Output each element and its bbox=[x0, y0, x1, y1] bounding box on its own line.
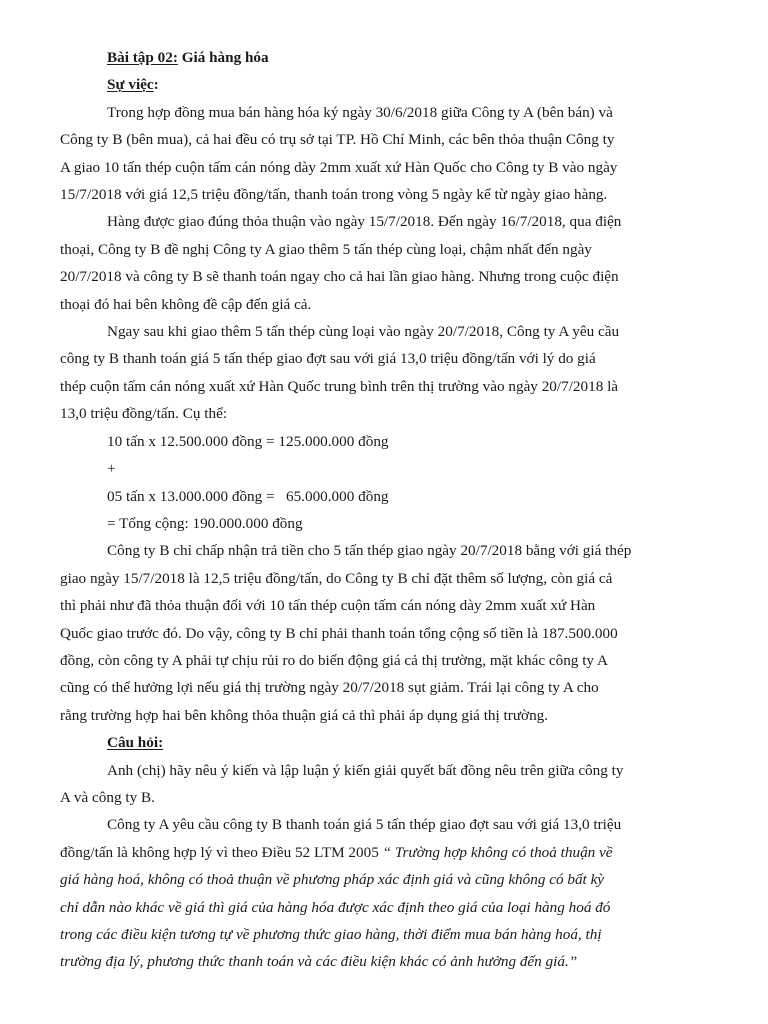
quote-line: chỉ dẫn nào khác về giá thì giá của hàng hóa được xác định theo giá của loại hàng hoá đó bbox=[60, 898, 611, 916]
question-text bbox=[60, 757, 692, 812]
calculation-plus-sign: + bbox=[107, 460, 116, 478]
paragraph-line: công ty B thanh toán giá 5 tấn thép giao đợt sau với giá 13,0 triệu đồng/tấn với lý do giá bbox=[60, 350, 596, 368]
calculation-line-2: 05 tấn x 13.000.000 đồng = 65.000.000 đồng bbox=[107, 487, 389, 505]
calculation-block bbox=[107, 428, 692, 538]
paragraph-line: Công ty B (bên mua), cả hai đều có trụ sở tại TP. Hồ Chí Minh, các bên thỏa thuận Công ty bbox=[60, 131, 615, 149]
paragraph-line: giao ngày 15/7/2018 là 12,5 triệu đồng/tấn, do Công ty B chỉ đặt thêm số lượng, còn giá cả bbox=[60, 569, 613, 587]
quote-line: trường địa lý, phương thức thanh toán và các điều kiện khác có ảnh hưởng đến giá.” bbox=[60, 953, 578, 971]
facts-heading bbox=[107, 71, 692, 98]
answer-plain-text: đồng/tấn là không hợp lý vì theo Điều 52 LTM 2005 bbox=[60, 843, 383, 861]
answer-line-with-quote bbox=[60, 839, 692, 866]
paragraph-line: A giao 10 tấn thép cuộn tấm cán nóng dày 2mm xuất xứ Hàn Quốc cho Công ty B vào ngày bbox=[60, 158, 618, 176]
exercise-title-text: Giá hàng hóa bbox=[177, 49, 269, 66]
paragraph-line: Hàng được giao đúng thỏa thuận vào ngày 15/7/2018. Đến ngày 16/7/2018, qua điện bbox=[107, 213, 622, 231]
exercise-title bbox=[107, 44, 692, 71]
paragraph-line: 20/7/2018 và công ty B sẽ thanh toán ngay cho cả hai lần giao hàng. Nhưng trong cuộc điện bbox=[60, 268, 619, 286]
quote-line: trong các điều kiện tương tự về phương thức giao hàng, thời điểm mua bán hàng hoá, thị bbox=[60, 926, 602, 943]
paragraph-line: thoại, Công ty B đề nghị Công ty A giao thêm 5 tấn thép cùng loại, chậm nhất đến ngày bbox=[60, 240, 592, 258]
facts-heading-text: Sự việc bbox=[107, 76, 154, 94]
paragraph-line: đồng, còn công ty A phải tự chịu rủi ro do biến động giá cả thị trường, mặt khác công ty A bbox=[60, 651, 608, 669]
paragraph-line: rằng trường hợp hai bên không thỏa thuận giá cả thì phải áp dụng giá thị trường. bbox=[60, 706, 549, 724]
paragraph-line: Công ty A yêu cầu công ty B thanh toán giá 5 tấn thép giao đợt sau với giá 13,0 triệu bbox=[107, 816, 622, 834]
paragraph-line: 13,0 triệu đồng/tấn. Cụ thể: bbox=[60, 405, 228, 423]
calculation-total: = Tổng cộng: 190.000.000 đồng bbox=[107, 514, 303, 532]
paragraph-line: cũng có thể hưởng lợi nếu giá thị trường ngày 20/7/2018 sụt giảm. Trái lại công ty A cho bbox=[60, 679, 599, 697]
quote-line: giá hàng hoá, không có thoả thuận về phương pháp xác định giá và cũng không có bất kỳ bbox=[60, 871, 605, 889]
exercise-title-label: Bài tập 02: bbox=[107, 49, 178, 66]
paragraph-line: thép cuộn tấm cán nóng xuất xứ Hàn Quốc trung bình trên thị trường vào ngày 20/7/2018 là bbox=[60, 377, 619, 395]
paragraph-line: thoại đó hai bên không đề cập đến giá cả. bbox=[60, 295, 312, 313]
paragraph-line: 15/7/2018 với giá 12,5 triệu đồng/tấn, thanh toán trong vòng 5 ngày kể từ ngày giao hàng. bbox=[60, 186, 608, 204]
paragraph-2 bbox=[60, 208, 692, 318]
quote-start: “ Trường hợp không có thoả thuận về bbox=[382, 843, 613, 861]
paragraph-4 bbox=[60, 537, 692, 729]
question-heading: Câu hỏi: bbox=[107, 734, 164, 752]
paragraph-line: Anh (chị) hãy nêu ý kiến và lập luận ý kiến giải quyết bất đồng nêu trên giữa công ty bbox=[107, 761, 624, 779]
calculation-line-1: 10 tấn x 12.500.000 đồng = 125.000.000 đồng bbox=[107, 432, 389, 450]
paragraph-1 bbox=[60, 99, 692, 209]
paragraph-line: Trong hợp đồng mua bán hàng hóa ký ngày 30/6/2018 giữa Công ty A (bên bán) và bbox=[107, 103, 613, 121]
paragraph-line: Công ty B chỉ chấp nhận trả tiền cho 5 tấn thép giao ngày 20/7/2018 bằng với giá thép bbox=[107, 542, 632, 560]
paragraph-line: A và công ty B. bbox=[60, 788, 155, 806]
paragraph-line: Quốc giao trước đó. Do vậy, công ty B chỉ phải thanh toán tổng cộng số tiền là 187.500.000 bbox=[60, 624, 618, 642]
answer-text bbox=[60, 811, 692, 975]
paragraph-line: thì phải như đã thỏa thuận đối với 10 tấn thép cuộn tấm cán nóng dày 2mm xuất xứ Hàn bbox=[60, 597, 596, 615]
document-page bbox=[60, 44, 692, 976]
facts-heading-colon: : bbox=[153, 76, 159, 94]
paragraph-line: Ngay sau khi giao thêm 5 tấn thép cùng loại vào ngày 20/7/2018, Công ty A yêu cầu bbox=[107, 323, 620, 341]
paragraph-3 bbox=[60, 318, 692, 428]
